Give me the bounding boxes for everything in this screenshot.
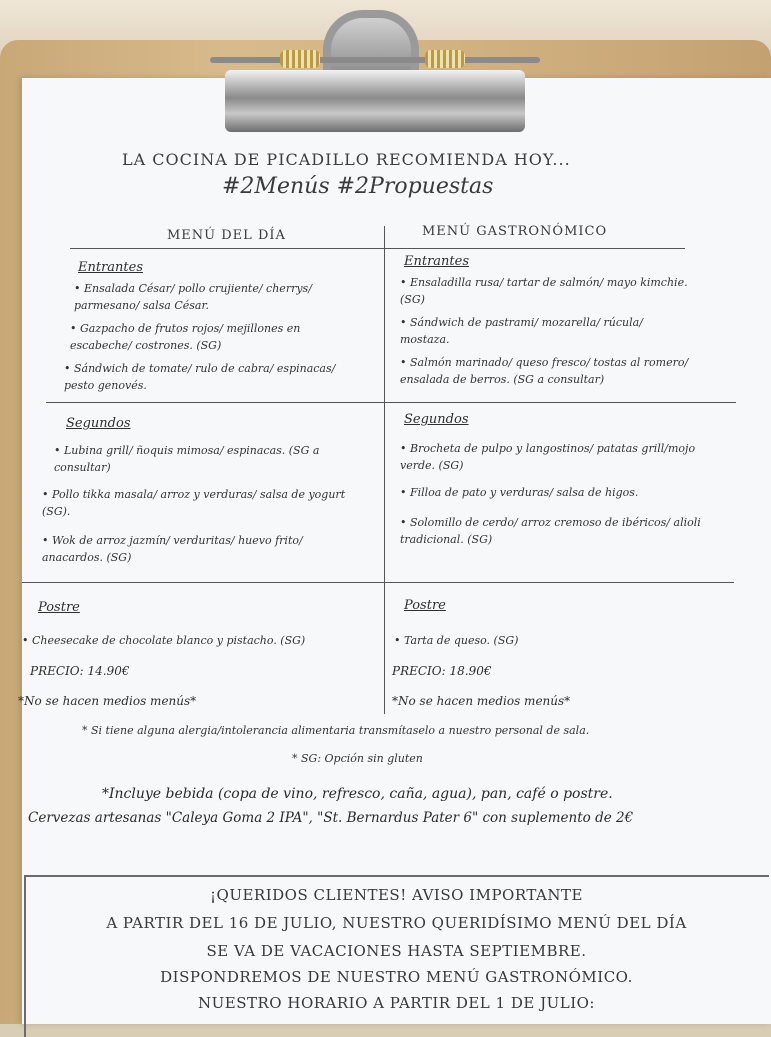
column-divider bbox=[384, 226, 385, 714]
menu-gastro-title: MENÚ GASTRONÓMICO bbox=[422, 224, 608, 239]
price-label: PRECIO: 14.90€ bbox=[30, 664, 130, 678]
segundos-label: Segundos bbox=[66, 416, 131, 431]
list-item: • Solomillo de cerdo/ arroz cremoso de ibéricos/ alioli tradicional. (SG) bbox=[400, 514, 720, 548]
list-item: • Filloa de pato y verduras/ salsa de higos. bbox=[400, 484, 720, 501]
header-line2: #2Menús #2Propuestas bbox=[222, 174, 494, 199]
includes-note: *Incluye bebida (copa de vino, refresco, caña, agua), pan, café o postre. bbox=[102, 786, 613, 802]
list-item: • Tarta de queso. (SG) bbox=[394, 632, 694, 649]
list-item: • Sándwich de tomate/ rulo de cabra/ espinacas/ pesto genovés. bbox=[64, 360, 349, 394]
notice-line: DISPONDREMOS DE NUESTRO MENÚ GASTRONÓMICO. bbox=[160, 968, 633, 986]
list-item: • Gazpacho de frutos rojos/ mejillones en escabeche/ costrones. (SG) bbox=[70, 320, 340, 354]
list-item: • Wok de arroz jazmín/ verduritas/ huevo frito/ anacardos. (SG) bbox=[42, 532, 362, 566]
list-item: • Salmón marinado/ queso fresco/ tostas al romero/ ensalada de berros. (SG a consultar) bbox=[400, 354, 700, 388]
postre-label: Postre bbox=[38, 600, 80, 615]
list-item: • Pollo tikka masala/ arroz y verduras/ salsa de yogurt (SG). bbox=[42, 486, 362, 520]
list-item: • Lubina grill/ ñoquis mimosa/ espinacas. (SG a consultar) bbox=[54, 442, 364, 476]
metal-clip bbox=[205, 10, 540, 130]
segundos-label: Segundos bbox=[404, 412, 469, 427]
allergy-note: * Si tiene alguna alergia/intolerancia alimentaria transmítaselo a nuestro personal de sala. bbox=[82, 724, 590, 737]
entrantes-label: Entrantes bbox=[78, 260, 144, 275]
list-item: • Brocheta de pulpo y langostinos/ patatas grill/mojo verde. (SG) bbox=[400, 440, 700, 474]
price-label: PRECIO: 18.90€ bbox=[392, 664, 492, 678]
menu-sheet bbox=[18, 78, 771, 1024]
notice-line: NUESTRO HORARIO A PARTIR DEL 1 DE JULIO: bbox=[198, 994, 595, 1012]
clip-plate bbox=[225, 70, 525, 132]
divider bbox=[70, 248, 685, 249]
beers-note: Cervezas artesanas "Caleya Goma 2 IPA", "St. Bernardus Pater 6" con suplemento de 2€ bbox=[28, 810, 634, 826]
clip-rod bbox=[210, 57, 540, 63]
menu-dia-title: MENÚ DEL DÍA bbox=[167, 228, 286, 243]
list-item: • Ensalada César/ pollo crujiente/ cherrys/ parmesano/ salsa César. bbox=[74, 280, 334, 314]
list-item: • Sándwich de pastrami/ mozarella/ rúcula/ mostaza. bbox=[400, 314, 690, 348]
gluten-note: * SG: Opción sin gluten bbox=[292, 752, 423, 765]
notice-line: SE VA DE VACACIONES HASTA SEPTIEMBRE. bbox=[206, 942, 587, 960]
clip-spring bbox=[280, 50, 320, 68]
list-item: • Cheesecake de chocolate blanco y pistacho. (SG) bbox=[22, 632, 362, 649]
notice-title: ¡QUERIDOS CLIENTES! AVISO IMPORTANTE bbox=[210, 886, 583, 904]
divider bbox=[22, 582, 734, 583]
notice-line: A PARTIR DEL 16 DE JULIO, NUESTRO QUERIDÍSIMO MENÚ DEL DÍA bbox=[106, 914, 687, 932]
clip-spring bbox=[425, 50, 465, 68]
divider bbox=[46, 402, 736, 403]
half-menu-note: *No se hacen medios menús* bbox=[18, 694, 197, 708]
list-item: • Ensaladilla rusa/ tartar de salmón/ mayo kimchie. (SG) bbox=[400, 274, 690, 308]
half-menu-note: *No se hacen medios menús* bbox=[392, 694, 571, 708]
postre-label: Postre bbox=[404, 598, 446, 613]
header-line1: LA COCINA DE PICADILLO RECOMIENDA HOY... bbox=[122, 150, 571, 169]
entrantes-label: Entrantes bbox=[404, 254, 470, 269]
